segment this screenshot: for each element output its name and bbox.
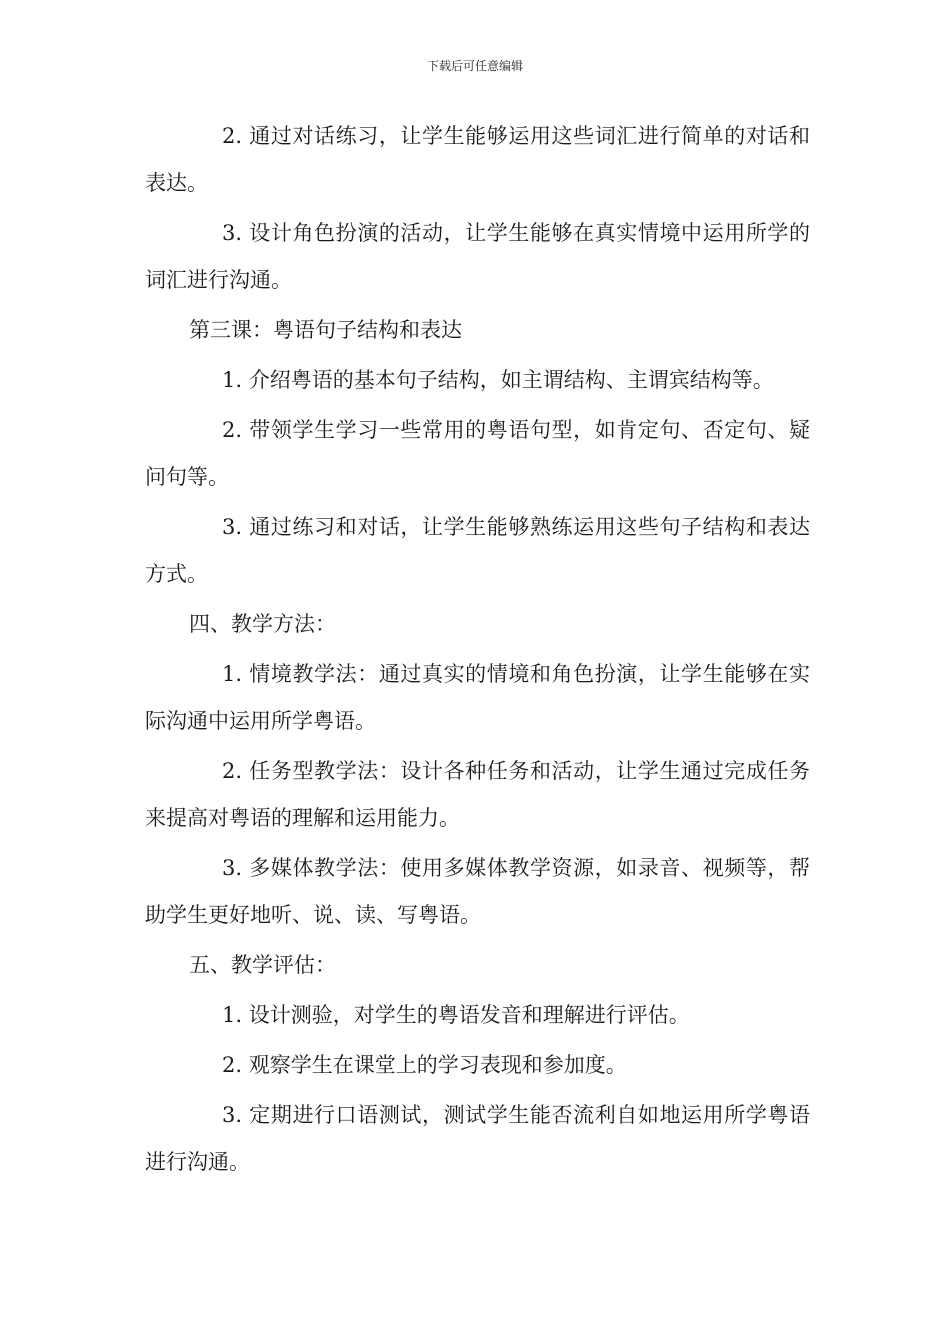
list-item: 1. 介绍粤语的基本句子结构，如主谓结构、主谓宾结构等。 [222, 368, 774, 392]
list-item: 2. 任务型教学法：设计各种任务和活动，让学生通过完成任务来提高对粤语的理解和运用能力。 [145, 759, 810, 830]
section-heading: 四、教学方法： [189, 612, 336, 636]
list-item: 1. 情境教学法：通过真实的情境和角色扮演，让学生能够在实际沟通中运用所学粤语。 [145, 662, 810, 733]
list-item: 3. 定期进行口语测试，测试学生能否流利自如地运用所学粤语进行沟通。 [145, 1103, 810, 1174]
page-header: 下载后可任意编辑 [426, 59, 523, 73]
section-heading: 第三课：粤语句子结构和表达 [189, 318, 462, 342]
section-heading: 五、教学评估： [189, 953, 336, 977]
document-body [145, 113, 810, 1189]
list-item: 2. 观察学生在课堂上的学习表现和参加度。 [222, 1053, 627, 1077]
list-item: 1. 设计测验，对学生的粤语发音和理解进行评估。 [222, 1003, 690, 1027]
list-item: 3. 多媒体教学法：使用多媒体教学资源，如录音、视频等，帮助学生更好地听、说、读、写粤语。 [145, 856, 810, 927]
list-item: 3. 设计角色扮演的活动，让学生能够在真实情境中运用所学的词汇进行沟通。 [145, 221, 810, 292]
list-item: 2. 通过对话练习，让学生能够运用这些词汇进行简单的对话和表达。 [145, 124, 810, 195]
list-item: 3. 通过练习和对话，让学生能够熟练运用这些句子结构和表达方式。 [145, 515, 810, 586]
list-item: 2. 带领学生学习一些常用的粤语句型，如肯定句、否定句、疑问句等。 [145, 418, 810, 489]
